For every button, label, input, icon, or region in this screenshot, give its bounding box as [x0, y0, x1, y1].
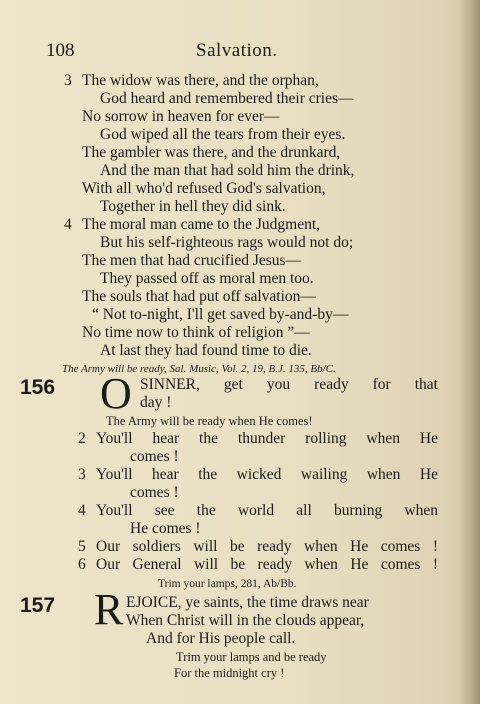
chorus-line: The Army will be ready when He comes!: [106, 414, 313, 428]
page-header: [0, 40, 480, 66]
verse-line: day !: [140, 394, 172, 411]
verse-line: Together in hell they did sink.: [100, 198, 286, 215]
verse-line: But his self-righteous rags would not do;: [100, 234, 354, 251]
verse-line: You'll hear the thunder rolling when He: [96, 430, 438, 447]
verse-line: SINNER, get you ready for that: [140, 376, 438, 393]
verse-line: No time now to think of religion ”—: [82, 324, 310, 341]
verse-line: He comes !: [130, 520, 201, 537]
verse-line: The men that had crucified Jesus—: [82, 252, 302, 269]
chorus-line: For the midnight cry !: [174, 666, 285, 680]
verse-line: With all who'd refused God's salvation,: [82, 180, 326, 197]
page-gutter-shadow: [458, 0, 480, 704]
verse-line: The gambler was there, and the drunkard,: [82, 144, 341, 161]
stanza-number: 4: [64, 216, 72, 233]
stanza-number: 3: [78, 466, 86, 483]
verse-line: God wiped all the tears from their eyes.: [100, 126, 346, 143]
verse-line: When Christ will in the clouds appear,: [126, 612, 365, 629]
verse-line: No sorrow in heaven for ever—: [82, 108, 280, 125]
verse-line: The widow was there, and the orphan,: [82, 72, 319, 89]
verse-line: Our soldiers will be ready when He comes !: [96, 538, 438, 555]
stanza-number: 4: [78, 502, 86, 519]
verse-line: God heard and remembered their cries—: [100, 90, 354, 107]
verse-line: And for His people call.: [146, 630, 296, 647]
verse-line: The moral man came to the Judgment,: [82, 216, 321, 233]
chorus-line: Trim your lamps and be ready: [176, 650, 327, 664]
verse-line: comes !: [130, 448, 179, 465]
verse-line: You'll see the world all burning when: [96, 502, 438, 519]
hymn-number: 156: [20, 376, 56, 399]
verse-line: comes !: [130, 484, 179, 501]
stanza-number: 6: [78, 556, 86, 573]
tune-reference: Trim your lamps, 281, Ab/Bb.: [158, 578, 297, 590]
verse-line: The souls that had put off salvation—: [82, 288, 316, 305]
verse-line: “ Not to-night, I'll get saved by-and-by—: [92, 306, 349, 323]
verse-line: Our General will be ready when He comes !: [96, 556, 438, 573]
verse-line: At last they had found time to die.: [100, 342, 312, 359]
verse-line: You'll hear the wicked wailing when He: [96, 466, 438, 483]
stanza-number: 3: [64, 72, 72, 89]
drop-cap: O: [100, 369, 132, 418]
stanza-number: 2: [78, 430, 86, 447]
page-title: Salvation.: [196, 40, 278, 61]
verse-line: EJOICE, ye saints, the time draws near: [126, 594, 369, 611]
stanza-number: 5: [78, 538, 86, 555]
verse-line: They passed off as moral men too.: [100, 270, 314, 287]
tune-reference: The Army will be ready, Sal. Music, Vol. 2, 19, B.J. 135, Bb/C.: [62, 363, 336, 375]
hymn-number: 157: [20, 594, 56, 617]
verse-line: And the man that had sold him the drink,: [100, 162, 355, 179]
page-number: 108: [46, 40, 75, 61]
drop-cap: R: [94, 585, 124, 634]
